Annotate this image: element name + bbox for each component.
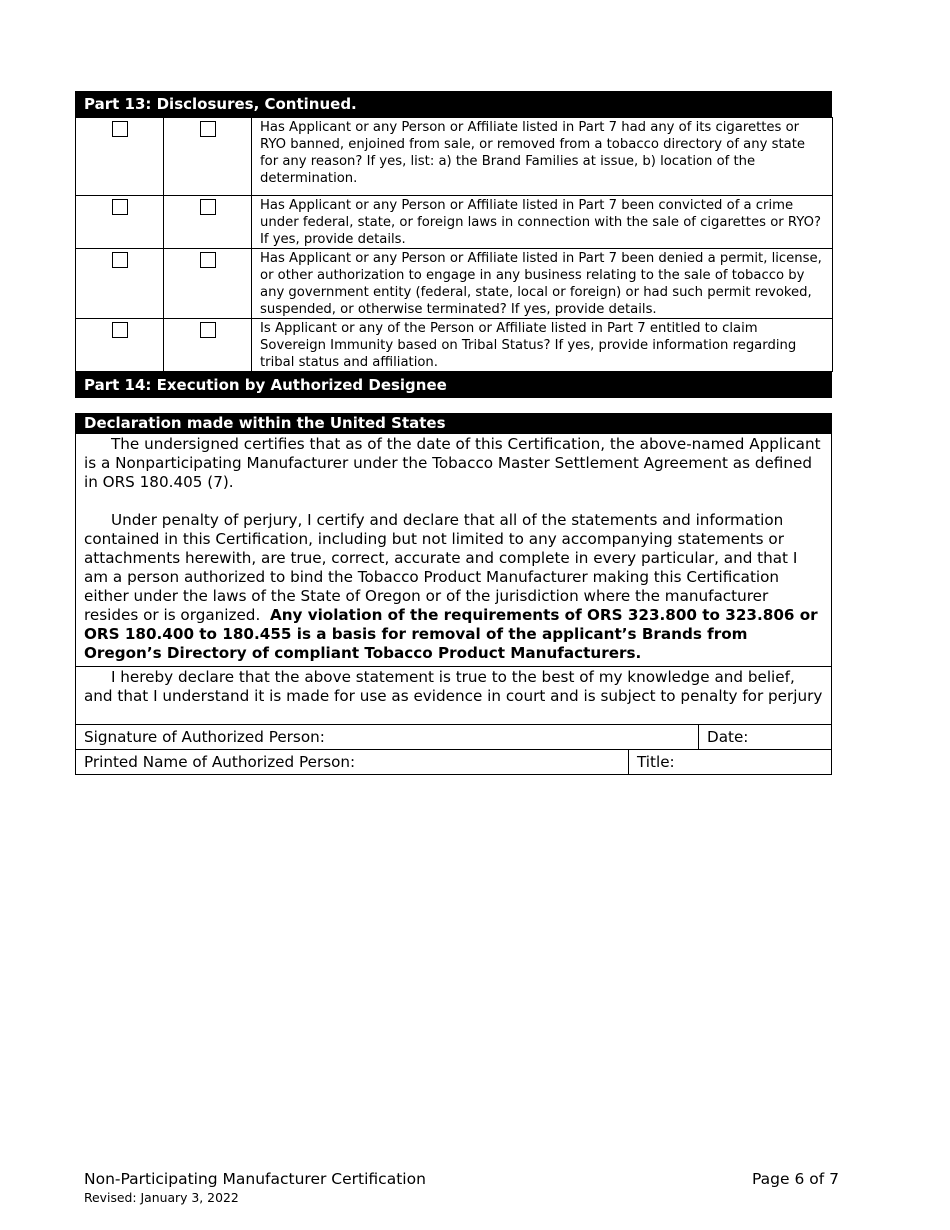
question-row <box>76 319 833 372</box>
no-cell <box>164 249 252 319</box>
question-row <box>76 249 833 319</box>
declaration-header: Declaration made within the United States <box>75 413 832 434</box>
declaration-paragraph-2-text: Under penalty of perjury, I certify and declare that all of the statements and information contained in this Certification, including but not limited to any accompanying statements or attachments herewith, are true, correct, accurate and complete in every particular, and that I am a person authorized to bind the Tobacco Product Manufacturer making this Certification either under the laws of the State of Oregon or of the jurisdiction where the manufacturer resides or is organized. <box>84 511 798 624</box>
yes-checkbox[interactable] <box>112 322 128 338</box>
no-checkbox[interactable] <box>200 121 216 137</box>
yes-cell <box>76 319 164 372</box>
declaration-paragraph-2 <box>84 511 823 663</box>
yes-cell <box>76 118 164 196</box>
no-checkbox[interactable] <box>200 322 216 338</box>
question-row <box>76 196 833 249</box>
no-checkbox[interactable] <box>200 252 216 268</box>
yes-cell <box>76 249 164 319</box>
no-cell <box>164 196 252 249</box>
no-cell <box>164 319 252 372</box>
yes-cell <box>76 196 164 249</box>
question-text: Has Applicant or any Person or Affiliate listed in Part 7 been convicted of a crime under federal, state, or foreign laws in connection with the sale of cigarettes or RYO? If yes, provide details. <box>252 196 833 249</box>
page-number: Page 6 of 7 <box>752 1170 839 1188</box>
yes-checkbox[interactable] <box>112 252 128 268</box>
perjury-statement <box>75 667 832 725</box>
question-text: Has Applicant or any Person or Affiliate listed in Part 7 been denied a permit, license, or other authorization to engage in any business relating to the sale of tobacco by any government entity (federal, state, local or foreign) or had such permit revoked, suspended, or otherwise terminated? If yes, provide details. <box>252 249 833 319</box>
no-cell <box>164 118 252 196</box>
question-text: Has Applicant or any Person or Affiliate listed in Part 7 had any of its cigarettes or RYO banned, enjoined from sale, or removed from a tobacco directory of any state for any reason? If yes, list: a) the Brand Families at issue, b) location of the determination. <box>252 118 833 196</box>
part13-header: Part 13: Disclosures, Continued. <box>75 91 832 117</box>
footer-title: Non-Participating Manufacturer Certification <box>84 1170 426 1188</box>
no-checkbox[interactable] <box>200 199 216 215</box>
signature-row <box>75 725 832 750</box>
date-field[interactable]: Date: <box>707 728 749 746</box>
declaration-section <box>75 413 832 775</box>
printed-name-field[interactable]: Printed Name of Authorized Person: <box>76 750 629 774</box>
declaration-paragraph-3: I hereby declare that the above statement is true to the best of my knowledge and belief, and that I understand it is made for use as evidence in court and is subject to penalty for perjury <box>84 668 823 705</box>
yes-checkbox[interactable] <box>112 121 128 137</box>
question-text: Is Applicant or any of the Person or Affiliate listed in Part 7 entitled to claim Sovereign Immunity based on Tribal Status? If yes, provide information regarding tribal status and affiliation. <box>252 319 833 372</box>
part13-section <box>75 91 832 398</box>
declaration-paragraph-1: The undersigned certifies that as of the date of this Certification, the above-named Applicant is a Nonparticipating Manufacturer under the Tobacco Master Settlement Agreement as defined in ORS 180.405 (7). <box>84 435 821 491</box>
disclosures-table <box>75 117 833 372</box>
yes-checkbox[interactable] <box>112 199 128 215</box>
printed-name-row <box>75 750 832 775</box>
title-field[interactable]: Title: <box>637 753 675 771</box>
signature-field[interactable]: Signature of Authorized Person: <box>76 725 699 749</box>
declaration-body <box>75 434 832 667</box>
question-row <box>76 118 833 196</box>
violation-warning: Any violation of the requirements of ORS 323.800 to 323.806 or ORS 180.400 to 180.455 is a basis for removal of the applicant’s Brands from Oregon’s Directory of compliant Tobacco Product Manufacturers. <box>84 606 818 662</box>
footer-revised: Revised: January 3, 2022 <box>84 1190 239 1205</box>
part14-header: Part 14: Execution by Authorized Designee <box>75 372 832 398</box>
